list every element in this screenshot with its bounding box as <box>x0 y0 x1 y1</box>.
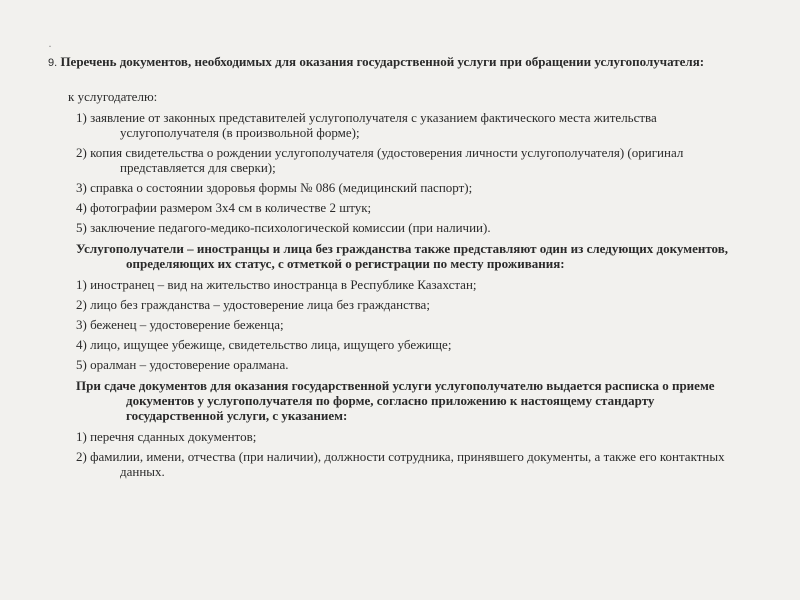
foreigners-item-3: 3) беженец – удостоверение беженца; <box>76 317 284 332</box>
provider-label: к услугодателю: <box>68 89 158 104</box>
provider-item-4: 4) фотографии размером 3х4 см в количестве 2 штук; <box>76 200 372 215</box>
receipt-intro: При сдаче документов для оказания государственной услуги услугополучателю выдается расписка о приеме документов у услугополучателя по форме, согласно приложению к настоящему стандарту государственной услуги, с указанием: <box>76 378 715 423</box>
heading-number: 9. <box>48 57 58 69</box>
bullet-dot: · <box>48 39 52 53</box>
receipt-item-2: 2) фамилии, имени, отчества (при наличии), должности сотрудника, принявшего документы, а также его контактных данных. <box>76 449 725 479</box>
provider-item-1: 1) заявление от законных представителей услугополучателя с указанием фактического места жительства услугополучателя (в произвольной форме); <box>76 110 657 140</box>
receipt-item-1: 1) перечня сданных документов; <box>76 429 257 444</box>
section-heading <box>48 54 748 71</box>
provider-item-2: 2) копия свидетельства о рождении услугополучателя (удостоверения личности услугополучателя) (оригинал представляется для сверки); <box>76 145 684 175</box>
document-body <box>48 89 753 479</box>
provider-item-3: 3) справка о состоянии здоровья формы № 086 (медицинский паспорт); <box>76 180 473 195</box>
foreigners-intro: Услугополучатели – иностранцы и лица без гражданства также представляют один из следующих документов, определяющих их статус, с отметкой о регистрации по месту проживания: <box>76 241 728 271</box>
foreigners-item-5: 5) оралман – удостоверение оралмана. <box>76 357 289 372</box>
foreigners-item-1: 1) иностранец – вид на жительство иностранца в Республике Казахстан; <box>76 277 477 292</box>
foreigners-item-2: 2) лицо без гражданства – удостоверение лица без гражданства; <box>76 297 430 312</box>
heading-text: Перечень документов, необходимых для оказания государственной услуги при обращении услугополучателя: <box>60 54 705 69</box>
foreigners-item-4: 4) лицо, ищущее убежище, свидетельство лица, ищущего убежище; <box>76 337 452 352</box>
provider-item-5: 5) заключение педагого-медико-психологической комиссии (при наличии). <box>76 220 491 235</box>
